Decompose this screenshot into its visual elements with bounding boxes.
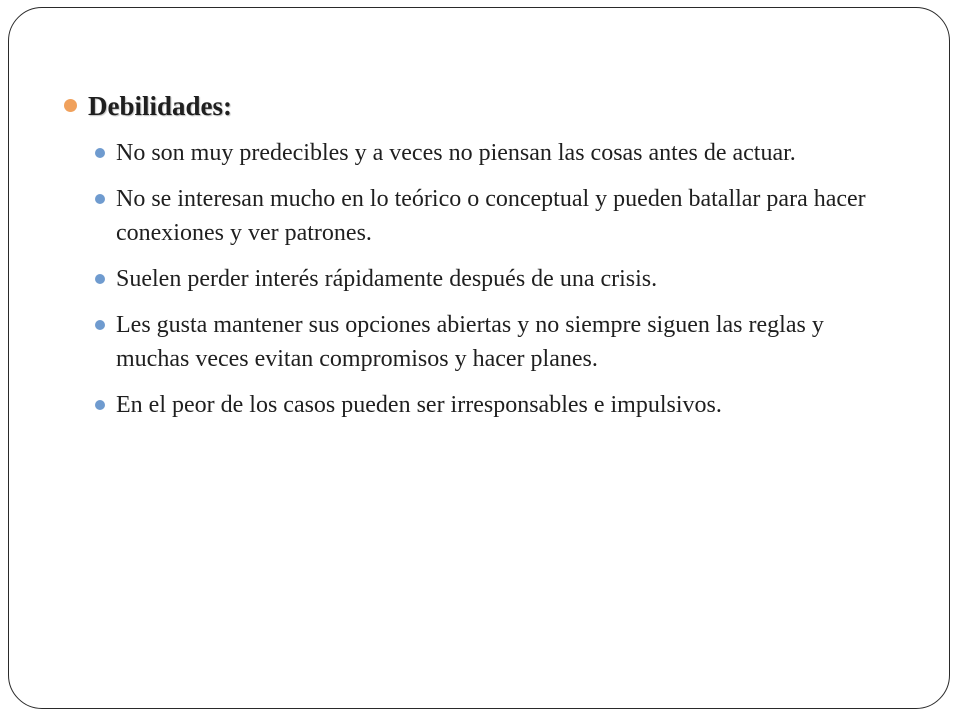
list-item: [62, 136, 882, 170]
list-item: [62, 388, 882, 422]
orange-bullet-icon: [64, 99, 77, 112]
blue-bullet-icon: [95, 320, 105, 330]
list-item: [62, 308, 882, 376]
list-item-text: No se interesan mucho en lo teórico o conceptual y pueden batallar para hacer conexiones y ver patrones.: [116, 186, 866, 246]
list-item-text: No son muy predecibles y a veces no piensan las cosas antes de actuar.: [116, 140, 796, 166]
slide-heading: Debilidades:: [88, 90, 233, 121]
blue-bullet-icon: [95, 194, 105, 204]
list-item-text: En el peor de los casos pueden ser irresponsables e impulsivos.: [116, 392, 722, 418]
blue-bullet-icon: [95, 274, 105, 284]
bullet-list: [62, 136, 882, 422]
slide-content: [62, 86, 882, 434]
heading-row: [62, 86, 882, 126]
list-item: [62, 262, 882, 296]
blue-bullet-icon: [95, 148, 105, 158]
blue-bullet-icon: [95, 400, 105, 410]
list-item-text: Suelen perder interés rápidamente después de una crisis.: [116, 266, 658, 292]
list-item: [62, 182, 882, 250]
list-item-text: Les gusta mantener sus opciones abiertas y no siempre siguen las reglas y muchas veces evitan compromisos y hacer planes.: [116, 312, 824, 372]
